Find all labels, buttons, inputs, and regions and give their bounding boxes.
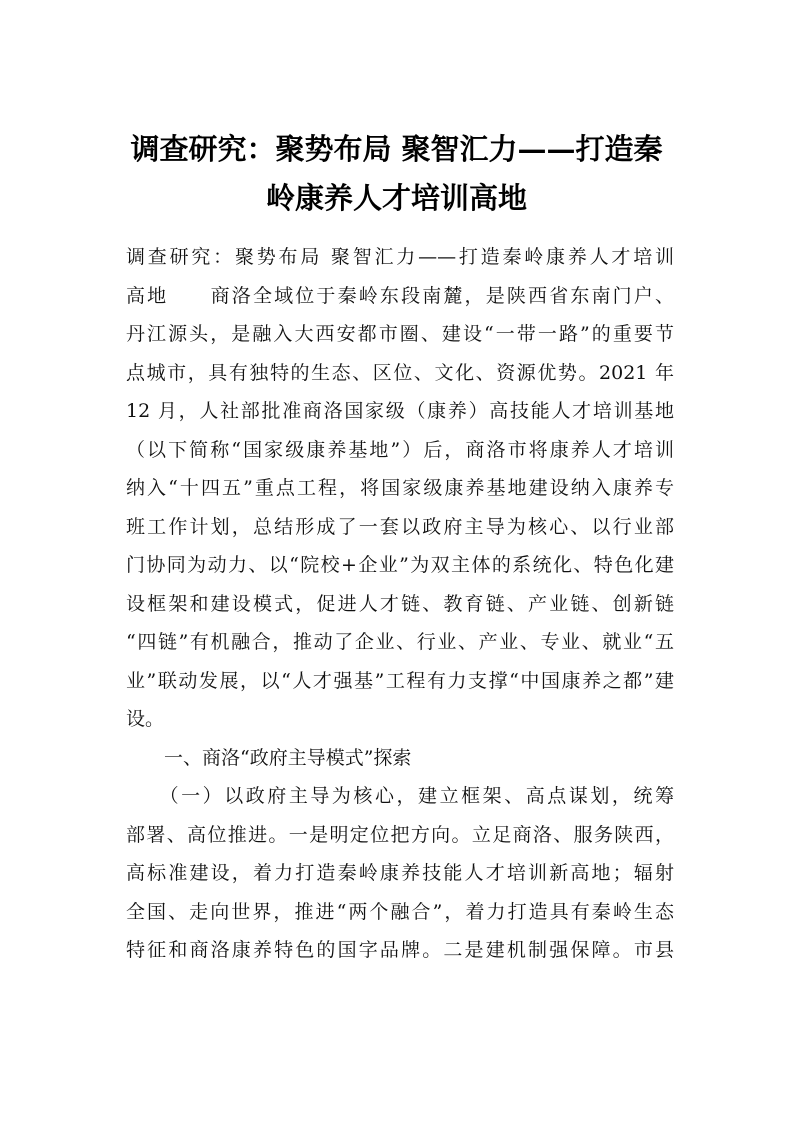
body-line: 调查研究：聚势布局 聚智汇力——打造秦岭康养人才培训 xyxy=(126,246,674,268)
section-heading: 一、商洛“政府主导模式”探索 xyxy=(126,746,412,769)
body-line: 门协同为动力、以“院校+企业”为双主体的系统化、特色化建 xyxy=(126,554,674,576)
body-line: （以下简称“国家级康养基地”）后，商洛市将康养人才培训 xyxy=(126,438,674,461)
body-line: 全国、走向世界，推进“两个融合”，着力打造具有秦岭生态 xyxy=(126,900,674,923)
body-line: （一）以政府主导为核心，建立框架、高点谋划，统筹 xyxy=(126,785,674,807)
body-line: 丹江源头，是融入大西安都市圈、建设“一带一路”的重要节 xyxy=(126,323,674,345)
body-line: 设框架和建设模式，促进人才链、教育链、产业链、创新链 xyxy=(126,592,674,615)
body-line: 12 月，人社部批准商洛国家级（康养）高技能人才培训基地 xyxy=(126,400,674,422)
body-line: 高地 商洛全域位于秦岭东段南麓，是陕西省东南门户、 xyxy=(126,284,674,307)
document-title-line-1: 调查研究：聚势布局 聚智汇力——打造秦 xyxy=(130,132,663,166)
body-line: 高标准建设，着力打造秦岭康养技能人才培训新高地；辐射 xyxy=(126,862,674,884)
body-line: 业”联动发展，以“人才强基”工程有力支撑“中国康养之都”建 xyxy=(126,669,674,692)
body-line: 特征和商洛康养特色的国字品牌。二是建机制强保障。市县 xyxy=(126,939,674,961)
body-line: 设。 xyxy=(126,708,165,730)
body-line: 部署、高位推进。一是明定位把方向。立足商洛、服务陕西， xyxy=(126,823,674,846)
document-title-line-2: 岭康养人才培训高地 xyxy=(265,181,527,215)
body-line: 点城市，具有独特的生态、区位、文化、资源优势。2021 年 xyxy=(126,361,674,384)
body-line: 纳入“十四五”重点工程，将国家级康养基地建设纳入康养专 xyxy=(126,477,674,499)
document-body xyxy=(126,238,674,970)
body-line: 班工作计划，总结形成了一套以政府主导为核心、以行业部 xyxy=(126,515,674,538)
body-line: “四链”有机融合，推动了企业、行业、产业、专业、就业“五 xyxy=(126,631,674,653)
